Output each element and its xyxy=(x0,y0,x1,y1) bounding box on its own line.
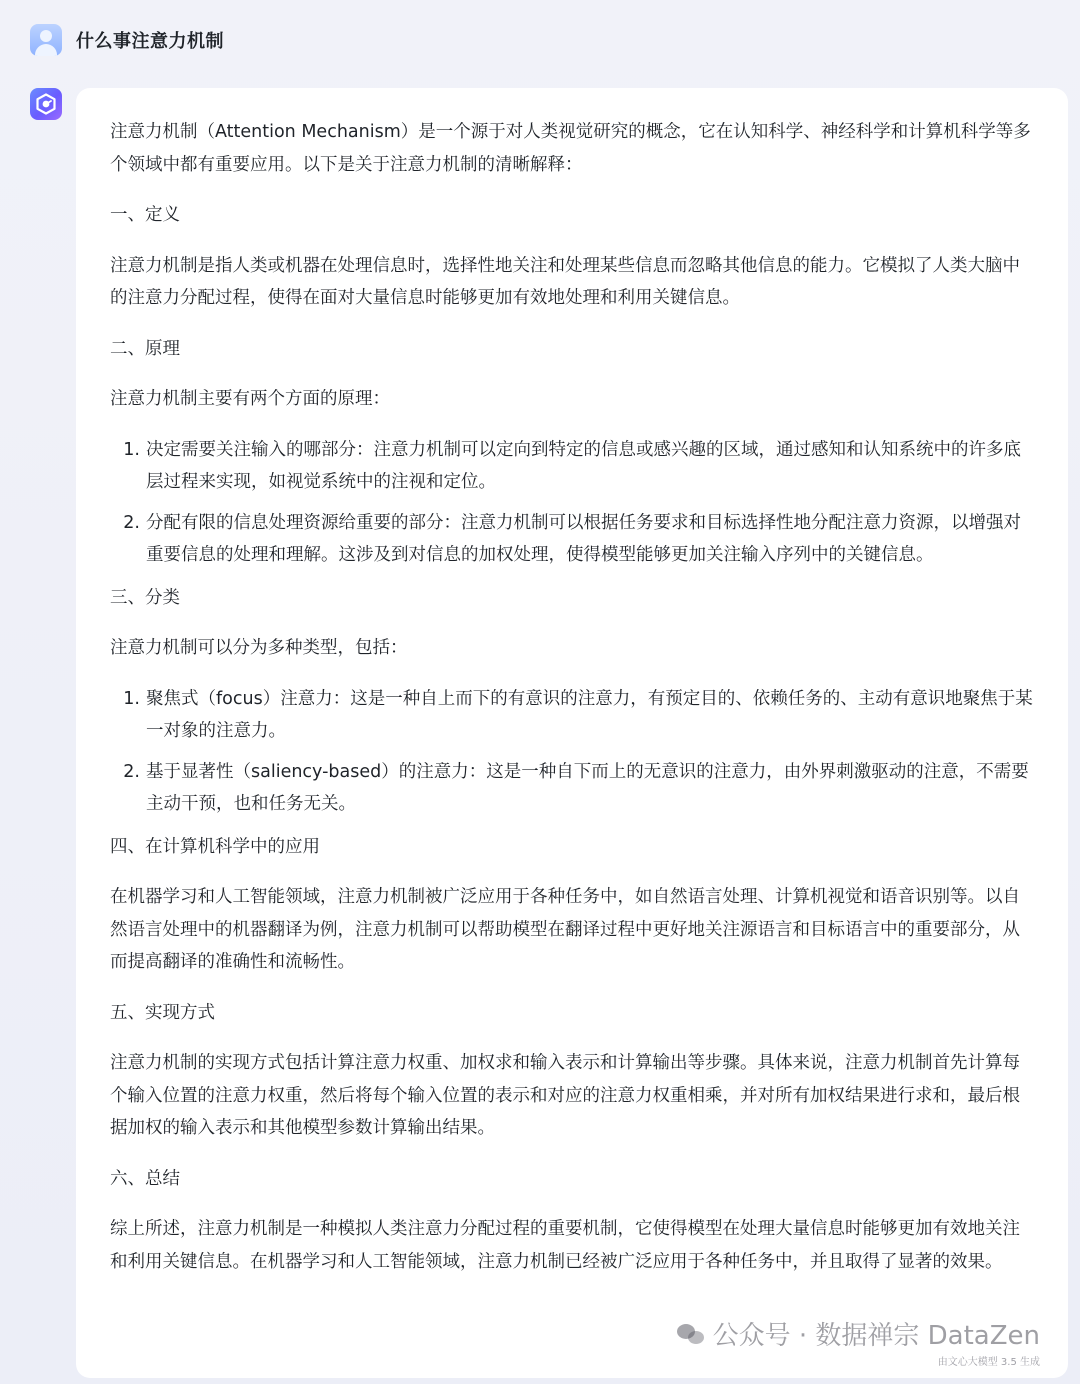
user-message xyxy=(30,24,224,56)
section-heading-principle: 二、原理 xyxy=(110,338,180,359)
user-question-text: 什么事注意力机制 xyxy=(76,31,224,52)
section-paragraph-summary: 综上所述，注意力机制是一种模拟人类注意力分配过程的重要机制，它使得模型在处理大量信息时能够更加有效地关注和利用关键信息。在机器学习和人工智能领域，注意力机制已经被广泛应用于各种任务中，并且取得了显著的效果。 xyxy=(110,1219,1020,1272)
section-heading-classification: 三、分类 xyxy=(110,587,180,608)
list-item-number: 2. xyxy=(123,512,140,533)
list-item-number: 1. xyxy=(123,439,140,460)
section-heading-summary: 六、总结 xyxy=(110,1168,180,1189)
list-item xyxy=(110,507,1034,572)
section-heading-implementation: 五、实现方式 xyxy=(110,1002,215,1023)
bot-logo-shape-icon xyxy=(35,93,57,115)
answer-intro: 注意力机制（Attention Mechanism）是一个源于对人类视觉研究的概念，它在认知科学、神经科学和计算机科学等多个领域中都有重要应用。以下是关于注意力机制的清晰解释： xyxy=(110,122,1031,175)
model-attribution-note: 由文心大模型 3.5 生成 xyxy=(937,1357,1040,1368)
list-item-text: 聚焦式（focus）注意力：这是一种自上而下的有意识的注意力，有预定目的、依赖任务的、主动有意识地聚焦于某一对象的注意力。 xyxy=(146,688,1033,741)
section-paragraph-definition: 注意力机制是指人类或机器在处理信息时，选择性地关注和处理某些信息而忽略其他信息的能力。它模拟了人类大脑中的注意力分配过程，使得在面对大量信息时能够更加有效地处理和利用关键信息。 xyxy=(110,255,1020,308)
list-item xyxy=(110,683,1034,748)
section-heading-definition: 一、定义 xyxy=(110,205,180,225)
principle-list xyxy=(110,434,1034,572)
section-paragraph-classification: 注意力机制可以分为多种类型，包括： xyxy=(110,638,408,658)
ernie-bot-logo-icon xyxy=(30,88,62,120)
list-item-number: 1. xyxy=(123,688,140,709)
section-paragraph-applications: 在机器学习和人工智能领域，注意力机制被广泛应用于各种任务中，如自然语言处理、计算机视觉和语音识别等。以自然语言处理中的机器翻译为例，注意力机制可以帮助模型在翻译过程中更好地关注源语言和目标语言中的重要部分，从而提高翻译的准确性和流畅性。 xyxy=(110,887,1020,972)
list-item-text: 基于显著性（saliency-based）的注意力：这是一种自下而上的无意识的注意力，由外界刺激驱动的注意，不需要主动干预，也和任务无关。 xyxy=(146,761,1029,814)
wechat-icon xyxy=(677,1322,705,1346)
list-item xyxy=(110,434,1034,499)
classification-list xyxy=(110,683,1034,821)
watermark-text: 公众号 · 数据禅宗 DataZen xyxy=(712,1321,1040,1351)
list-item-number: 2. xyxy=(123,761,140,782)
bot-answer-card xyxy=(76,88,1068,1378)
list-item-text: 分配有限的信息处理资源给重要的部分：注意力机制可以根据任务要求和目标选择性地分配注意力资源，以增强对重要信息的处理和理解。这涉及到对信息的加权处理，使得模型能够更加关注输入序列中的关键信息。 xyxy=(146,512,1021,565)
watermark xyxy=(677,1315,1040,1352)
section-paragraph-principle: 注意力机制主要有两个方面的原理： xyxy=(110,389,390,409)
list-item-text: 决定需要关注输入的哪部分：注意力机制可以定向到特定的信息或感兴趣的区域，通过感知和认知系统中的许多底层过程来实现，如视觉系统中的注视和定位。 xyxy=(146,439,1021,492)
section-heading-applications: 四、在计算机科学中的应用 xyxy=(110,836,320,857)
section-paragraph-implementation: 注意力机制的实现方式包括计算注意力权重、加权求和输入表示和计算输出等步骤。具体来说，注意力机制首先计算每个输入位置的注意力权重，然后将每个输入位置的表示和对应的注意力权重相乘，并对所有加权结果进行求和，最后根据加权的输入表示和其他模型参数计算输出结果。 xyxy=(110,1053,1020,1138)
list-item xyxy=(110,756,1034,821)
user-avatar-icon xyxy=(30,24,62,56)
